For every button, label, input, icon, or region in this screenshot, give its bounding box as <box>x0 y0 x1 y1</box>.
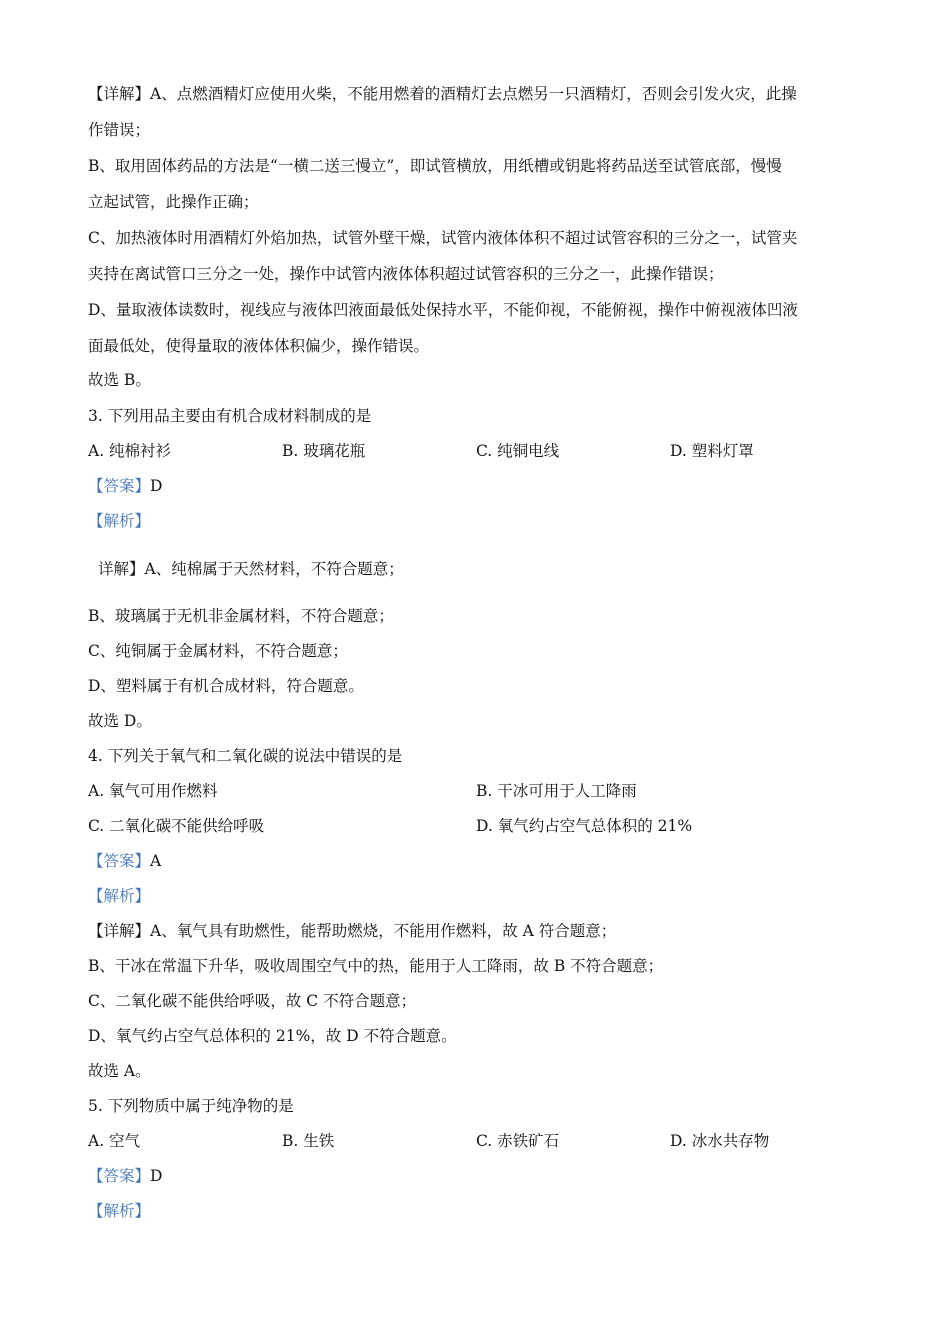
q5-analysis-tag: 【解析】 <box>88 1202 151 1220</box>
q4-detail-d: D、氧气约占空气总体积的 21%，故 D 不符合题意。 <box>88 1027 457 1045</box>
q3-option-a: A. 纯棉衬衫 <box>88 442 172 460</box>
prev-detail-d-line2: 面最低处，使得量取的液体体积偏少，操作错误。 <box>88 337 430 355</box>
q3-stem: 3. 下列用品主要由有机合成材料制成的是 <box>88 407 372 425</box>
q4-option-a: A. 氧气可用作燃料 <box>88 782 218 800</box>
q3-option-c: C. 纯铜电线 <box>476 442 560 460</box>
q3-detail-d: D、塑料属于有机合成材料，符合题意。 <box>88 677 364 695</box>
q4-option-b: B. 干冰可用于人工降雨 <box>476 782 637 800</box>
q4-option-d: D. 氧气约占空气总体积的 21% <box>476 817 693 835</box>
q4-answer <box>88 849 161 871</box>
q4-answer-value: A <box>150 852 162 870</box>
prev-detail-b-line1: B、取用固体药品的方法是“一横二送三慢立”，即试管横放，用纸槽或钥匙将药品送至试管底部，慢慢 <box>88 157 782 175</box>
q3-answer <box>88 474 162 496</box>
q4-detail-b: B、干冰在常温下升华，吸收周围空气中的热，能用于人工降雨，故 B 不符合题意； <box>88 957 664 975</box>
q5-answer-tag: 【答案】 <box>88 1167 151 1185</box>
q5-option-a: A. 空气 <box>88 1132 141 1150</box>
q3-answer-value: D <box>150 477 163 495</box>
prev-conclusion: 故选 B。 <box>88 371 151 389</box>
q3-detail-a: 详解】A、纯棉属于天然材料，不符合题意； <box>98 560 404 578</box>
q3-analysis-tag: 【解析】 <box>88 512 151 530</box>
q5-option-d: D. 冰水共存物 <box>670 1132 770 1150</box>
q4-answer-tag: 【答案】 <box>88 852 151 870</box>
q5-stem: 5. 下列物质中属于纯净物的是 <box>88 1097 294 1115</box>
q3-conclusion: 故选 D。 <box>88 712 152 730</box>
prev-detail-b-line2: 立起试管，此操作正确； <box>88 193 259 211</box>
q3-option-b: B. 玻璃花瓶 <box>282 442 366 460</box>
prev-detail-a-line2: 作错误； <box>88 121 151 139</box>
prev-detail-d-line1: D、量取液体读数时，视线应与液体凹液面最低处保持水平，不能仰视，不能俯视，操作中俯视液体凹液 <box>88 301 798 319</box>
prev-detail-c-line2: 夹持在离试管口三分之一处，操作中试管内液体体积超过试管容积的三分之一，此操作错误； <box>88 265 724 283</box>
q5-answer-value: D <box>150 1167 163 1185</box>
q3-detail-b: B、玻璃属于无机非金属材料，不符合题意； <box>88 607 394 625</box>
q3-option-d: D. 塑料灯罩 <box>670 442 754 460</box>
q5-option-b: B. 生铁 <box>282 1132 335 1150</box>
q5-option-c: C. 赤铁矿石 <box>476 1132 560 1150</box>
q4-option-c: C. 二氧化碳不能供给呼吸 <box>88 817 265 835</box>
prev-detail-c-line1: C、加热液体时用酒精灯外焰加热，试管外壁干燥，试管内液体体积不超过试管容积的三分之一，试管夹 <box>88 229 798 247</box>
q4-detail-c: C、二氧化碳不能供给呼吸，故 C 不符合题意； <box>88 992 417 1010</box>
prev-detail-a-line1: 【详解】A、点燃酒精灯应使用火柴，不能用燃着的酒精灯去点燃另一只酒精灯，否则会引发火灾，此操 <box>88 85 797 103</box>
q4-detail-a: 【详解】A、氧气具有助燃性，能帮助燃烧，不能用作燃料，故 A 符合题意； <box>88 922 617 940</box>
q4-stem: 4. 下列关于氧气和二氧化碳的说法中错误的是 <box>88 747 403 765</box>
q4-conclusion: 故选 A。 <box>88 1062 151 1080</box>
q5-answer <box>88 1164 162 1186</box>
q4-analysis-tag: 【解析】 <box>88 887 151 905</box>
q3-answer-tag: 【答案】 <box>88 477 151 495</box>
q3-detail-c: C、纯铜属于金属材料，不符合题意； <box>88 642 348 660</box>
